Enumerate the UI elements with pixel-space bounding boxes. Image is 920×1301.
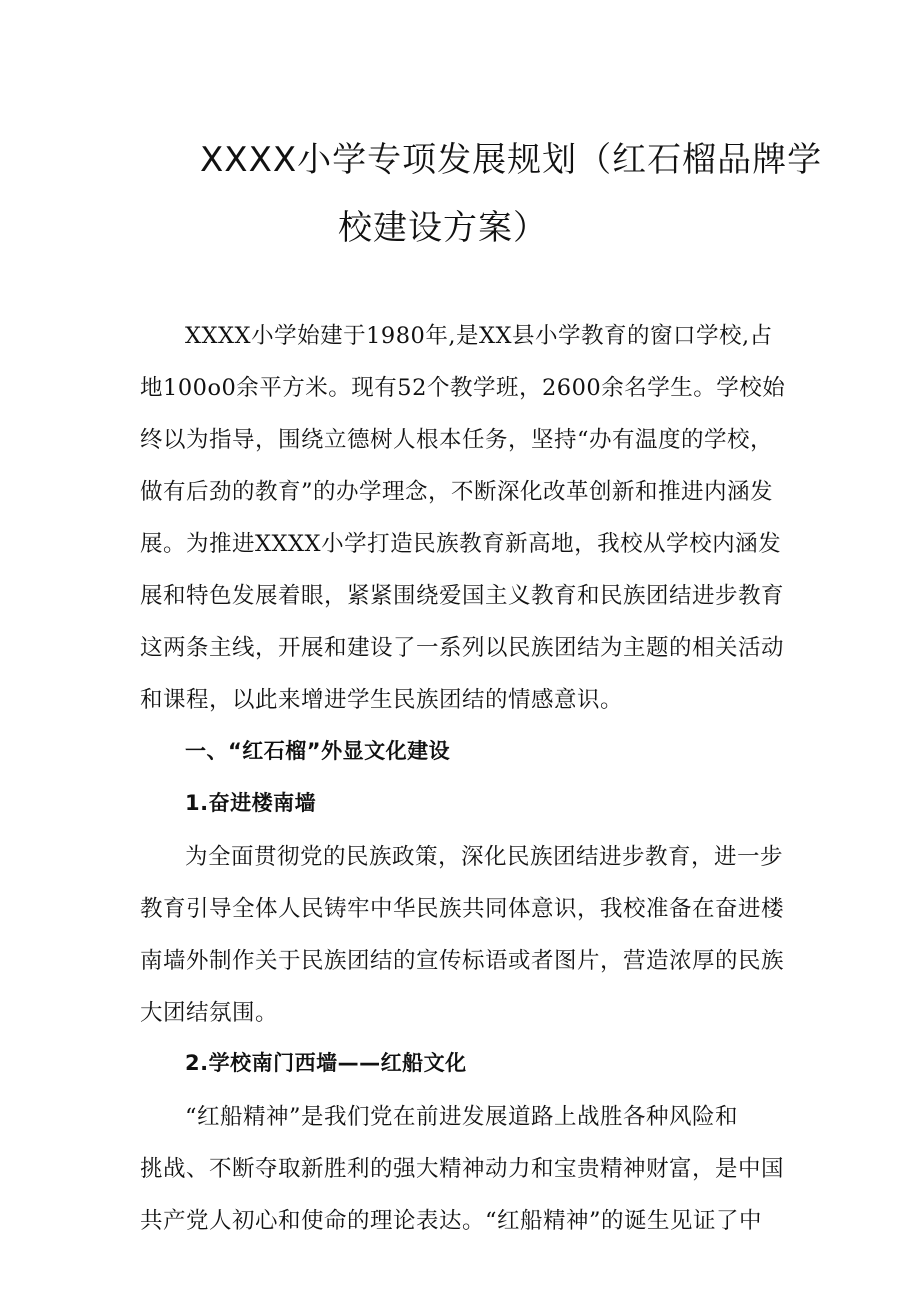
document-title-line-2: 校建设方案）	[338, 208, 548, 248]
paragraph-line: 展和特色发展着眼，紧紧围绕爱国主义教育和民族团结进步教育	[140, 583, 785, 609]
subsection-heading: 2.学校南门西墙——红船文化	[185, 1051, 467, 1075]
section-heading: 一、“红石榴”外显文化建设	[185, 739, 451, 763]
document-title-line-1: XXXX小学专项发展规划（红石榴品牌学	[200, 140, 823, 180]
paragraph-line: 挑战、不断夺取新胜利的强大精神动力和宝贵精神财富，是中国	[140, 1156, 785, 1182]
paragraph-line: 终以为指导，围绕立德树人根本任务，坚持“办有温度的学校，	[140, 427, 774, 453]
paragraph-line: 为全面贯彻党的民族政策，深化民族团结进步教育，进一步	[185, 844, 784, 870]
paragraph-line: 教育引导全体人民铸牢中华民族共同体意识，我校准备在奋进楼	[140, 896, 785, 922]
paragraph-line: 大团结氛围。	[140, 1000, 279, 1026]
paragraph-line: 地100o0余平方米。现有52个教学班，2600余名学生。学校始	[140, 375, 786, 401]
subsection-heading: 1.奋进楼南墙	[185, 791, 317, 815]
paragraph-line: XXXX小学始建于1980年,是XX县小学教育的窗口学校,占	[185, 323, 773, 349]
paragraph-line: “红船精神”是我们党在前进发展道路上战胜各种风险和	[185, 1104, 739, 1130]
paragraph-line: 做有后劲的教育”的办学理念，不断深化改革创新和推进内涵发	[140, 479, 774, 505]
paragraph-line: 展。为推进XXXX小学打造民族教育新高地，我校从学校内涵发	[140, 531, 782, 557]
paragraph-line: 南墙外制作关于民族团结的宣传标语或者图片，营造浓厚的民族	[140, 948, 785, 974]
paragraph-line: 和课程，以此来增进学生民族团结的情感意识。	[140, 687, 624, 713]
paragraph-line: 这两条主线，开展和建设了一系列以民族团结为主题的相关活动	[140, 635, 785, 661]
paragraph-line: 共产党人初心和使命的理论表达。“红船精神”的诞生见证了中	[140, 1208, 763, 1234]
